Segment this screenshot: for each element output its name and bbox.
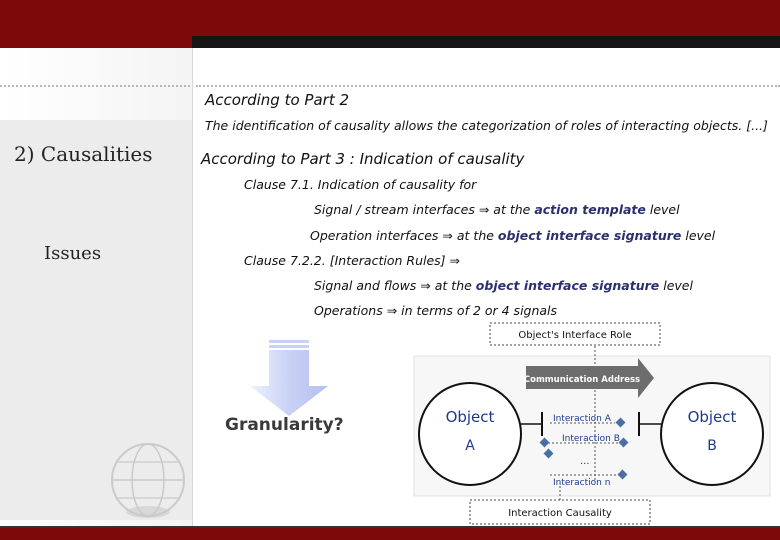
globe-watermark-icon — [108, 440, 188, 520]
flows-suffix: level — [659, 278, 693, 293]
object-a-title: Object — [445, 408, 495, 426]
operation-line — [310, 228, 715, 243]
clause-7-1: Clause 7.1. Indication of causality for — [244, 177, 477, 192]
operations-signals-line — [314, 303, 557, 318]
flows-mid: at the — [430, 278, 476, 293]
granularity-label: Granularity? — [225, 415, 344, 435]
interaction-a-label: Interaction A — [553, 414, 611, 424]
interaction-causality-label: Interaction Causality — [508, 508, 612, 519]
signal-suffix: level — [645, 202, 680, 217]
implies-symbol: ⇒ — [420, 278, 431, 293]
implies-symbol: ⇒ — [442, 228, 453, 243]
interaction-diagram — [410, 322, 780, 528]
implies-symbol: ⇒ — [449, 253, 460, 268]
part3-heading: According to Part 3 : Indication of causality — [201, 150, 525, 168]
object-b-letter: B — [707, 438, 717, 454]
signal-stream-line — [314, 202, 680, 217]
implies-symbol: ⇒ — [386, 303, 398, 318]
flows-prefix: Signal and flows — [314, 278, 421, 293]
operation-highlight: object interface signature — [497, 228, 682, 243]
clause-7-2-2: Clause 7.2.2. [Interaction Rules] — [244, 253, 450, 268]
operation-suffix: level — [681, 228, 716, 243]
object-b-circle — [661, 383, 763, 485]
panel-divider — [192, 48, 193, 528]
bottom-banner — [0, 528, 780, 540]
interaction-ellipsis: ... — [580, 456, 590, 467]
operation-mid: at the — [452, 228, 498, 243]
signal-mid: at the — [489, 202, 535, 217]
down-arrow-icon — [248, 340, 330, 418]
clause-7-2-2-line — [244, 253, 460, 268]
object-a-letter: A — [465, 438, 475, 454]
part2-heading: According to Part 2 — [205, 91, 350, 109]
issues-label: Issues — [44, 243, 102, 264]
flows-highlight: object interface signature — [475, 278, 660, 293]
interaction-n-label: Interaction n — [553, 478, 611, 488]
part2-text: The identification of causality allows the categorization of roles of interacting objects. [...] — [205, 118, 768, 133]
flows-line — [314, 278, 693, 293]
interface-role-label: Object's Interface Role — [518, 330, 632, 341]
ops-suffix: in terms of 2 or 4 signals — [397, 303, 558, 318]
operation-prefix: Operation interfaces — [310, 228, 443, 243]
dotted-rule-right — [196, 85, 780, 87]
ops-prefix: Operations — [314, 303, 387, 318]
signal-prefix: Signal / stream interfaces — [314, 202, 479, 217]
signal-highlight: action template — [534, 202, 646, 217]
object-a-circle — [419, 383, 521, 485]
communication-address-label: Communication Address — [523, 375, 641, 385]
implies-symbol: ⇒ — [478, 202, 490, 217]
dotted-rule-left — [0, 85, 190, 87]
top-banner-accent — [192, 36, 780, 48]
object-b-title: Object — [687, 408, 737, 426]
section-title: 2) Causalities — [14, 142, 153, 166]
interaction-b-label: Interaction B — [562, 434, 620, 444]
